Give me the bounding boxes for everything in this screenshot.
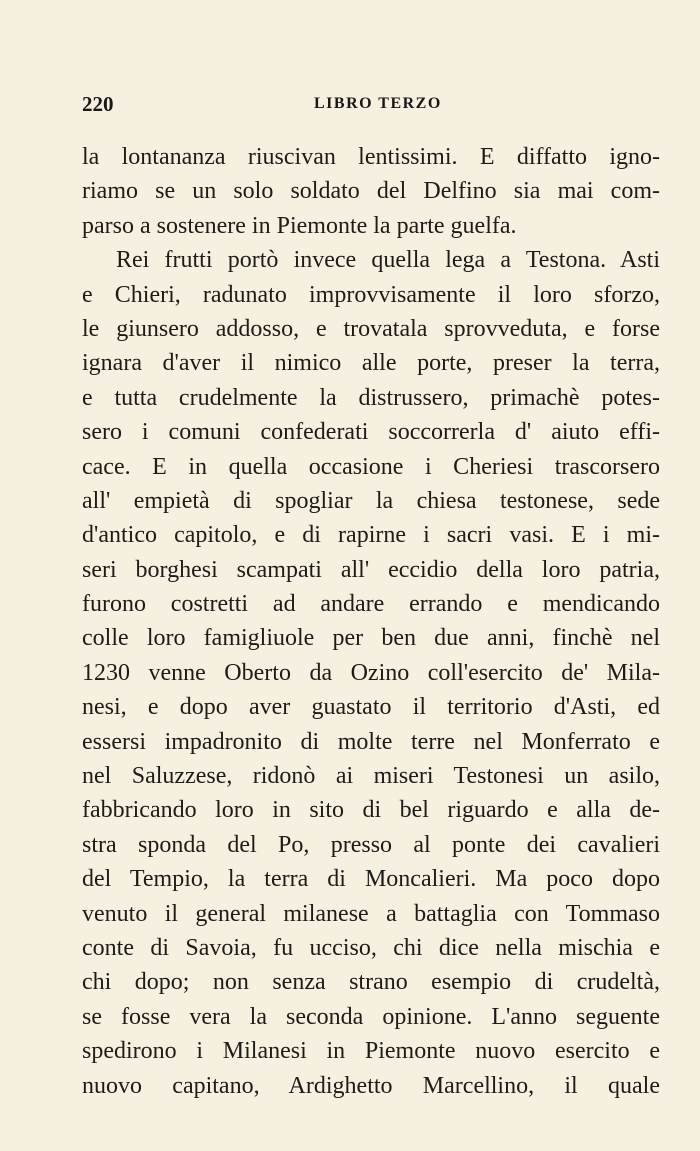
text-line: parso a sostenere in Piemonte la parte guelfa.: [82, 212, 517, 239]
text-line: essersi impadronito di molte terre nel Monferrato e: [82, 728, 660, 755]
page-number: 220: [82, 92, 114, 116]
text-line: fabbricando loro in sito di bel riguardo e alla de-: [82, 797, 660, 824]
text-line: la lontananza riuscivan lentissimi. E diffatto igno-: [82, 144, 660, 170]
text-line: sero i comuni confederati soccorrerla d' aiuto effi-: [82, 419, 660, 446]
text-line: stra sponda del Po, presso al ponte dei cavalieri: [82, 831, 660, 858]
text-line: all' empietà di spogliar la chiesa testonese, sede: [82, 487, 660, 514]
text-line: 1230 venne Oberto da Ozino coll'esercito de' Mila-: [82, 659, 660, 686]
text-line: Rei frutti portò invece quella lega a Testona. Asti: [116, 247, 660, 274]
text-line: furono costretti ad andare errando e mendicando: [82, 591, 660, 618]
text-line: seri borghesi scampati all' eccidio della loro patria,: [82, 556, 660, 583]
text-line: d'antico capitolo, e di rapirne i sacri vasi. E i mi-: [82, 522, 660, 549]
text-line: colle loro famigliuole per ben due anni, finchè nel: [82, 625, 660, 652]
text-line: spedirono i Milanesi in Piemonte nuovo esercito e: [82, 1038, 660, 1065]
text-line: venuto il general milanese a battaglia con Tommaso: [82, 900, 660, 927]
text-line: conte di Savoia, fu ucciso, chi dice nella mischia e: [82, 934, 660, 961]
text-line: riamo se un solo soldato del Delfino sia mai com-: [82, 178, 660, 205]
text-line: del Tempio, la terra di Moncalieri. Ma poco dopo: [82, 866, 660, 893]
text-line: nuovo capitano, Ardighetto Marcellino, il quale: [82, 1072, 660, 1099]
text-line: ignara d'aver il nimico alle porte, preser la terra,: [82, 350, 660, 377]
text-line: nesi, e dopo aver guastato il territorio d'Asti, ed: [82, 694, 660, 721]
text-line: le giunsero addosso, e trovatala sprovveduta, e forse: [82, 315, 660, 342]
text-line: chi dopo; non senza strano esempio di crudeltà,: [82, 969, 660, 996]
running-title: LIBRO TERZO: [314, 95, 442, 112]
body-text: [82, 140, 660, 1103]
page-header: [82, 92, 660, 116]
text-line: nel Saluzzese, ridonò ai miseri Testonesi un asilo,: [82, 763, 660, 790]
text-line: e tutta crudelmente la distrussero, primachè potes-: [82, 384, 660, 411]
text-line: e Chieri, radunato improvvisamente il loro sforzo,: [82, 281, 660, 308]
text-line: se fosse vera la seconda opinione. L'anno seguente: [82, 1003, 660, 1030]
text-line: cace. E in quella occasione i Cheriesi trascorsero: [82, 453, 660, 480]
